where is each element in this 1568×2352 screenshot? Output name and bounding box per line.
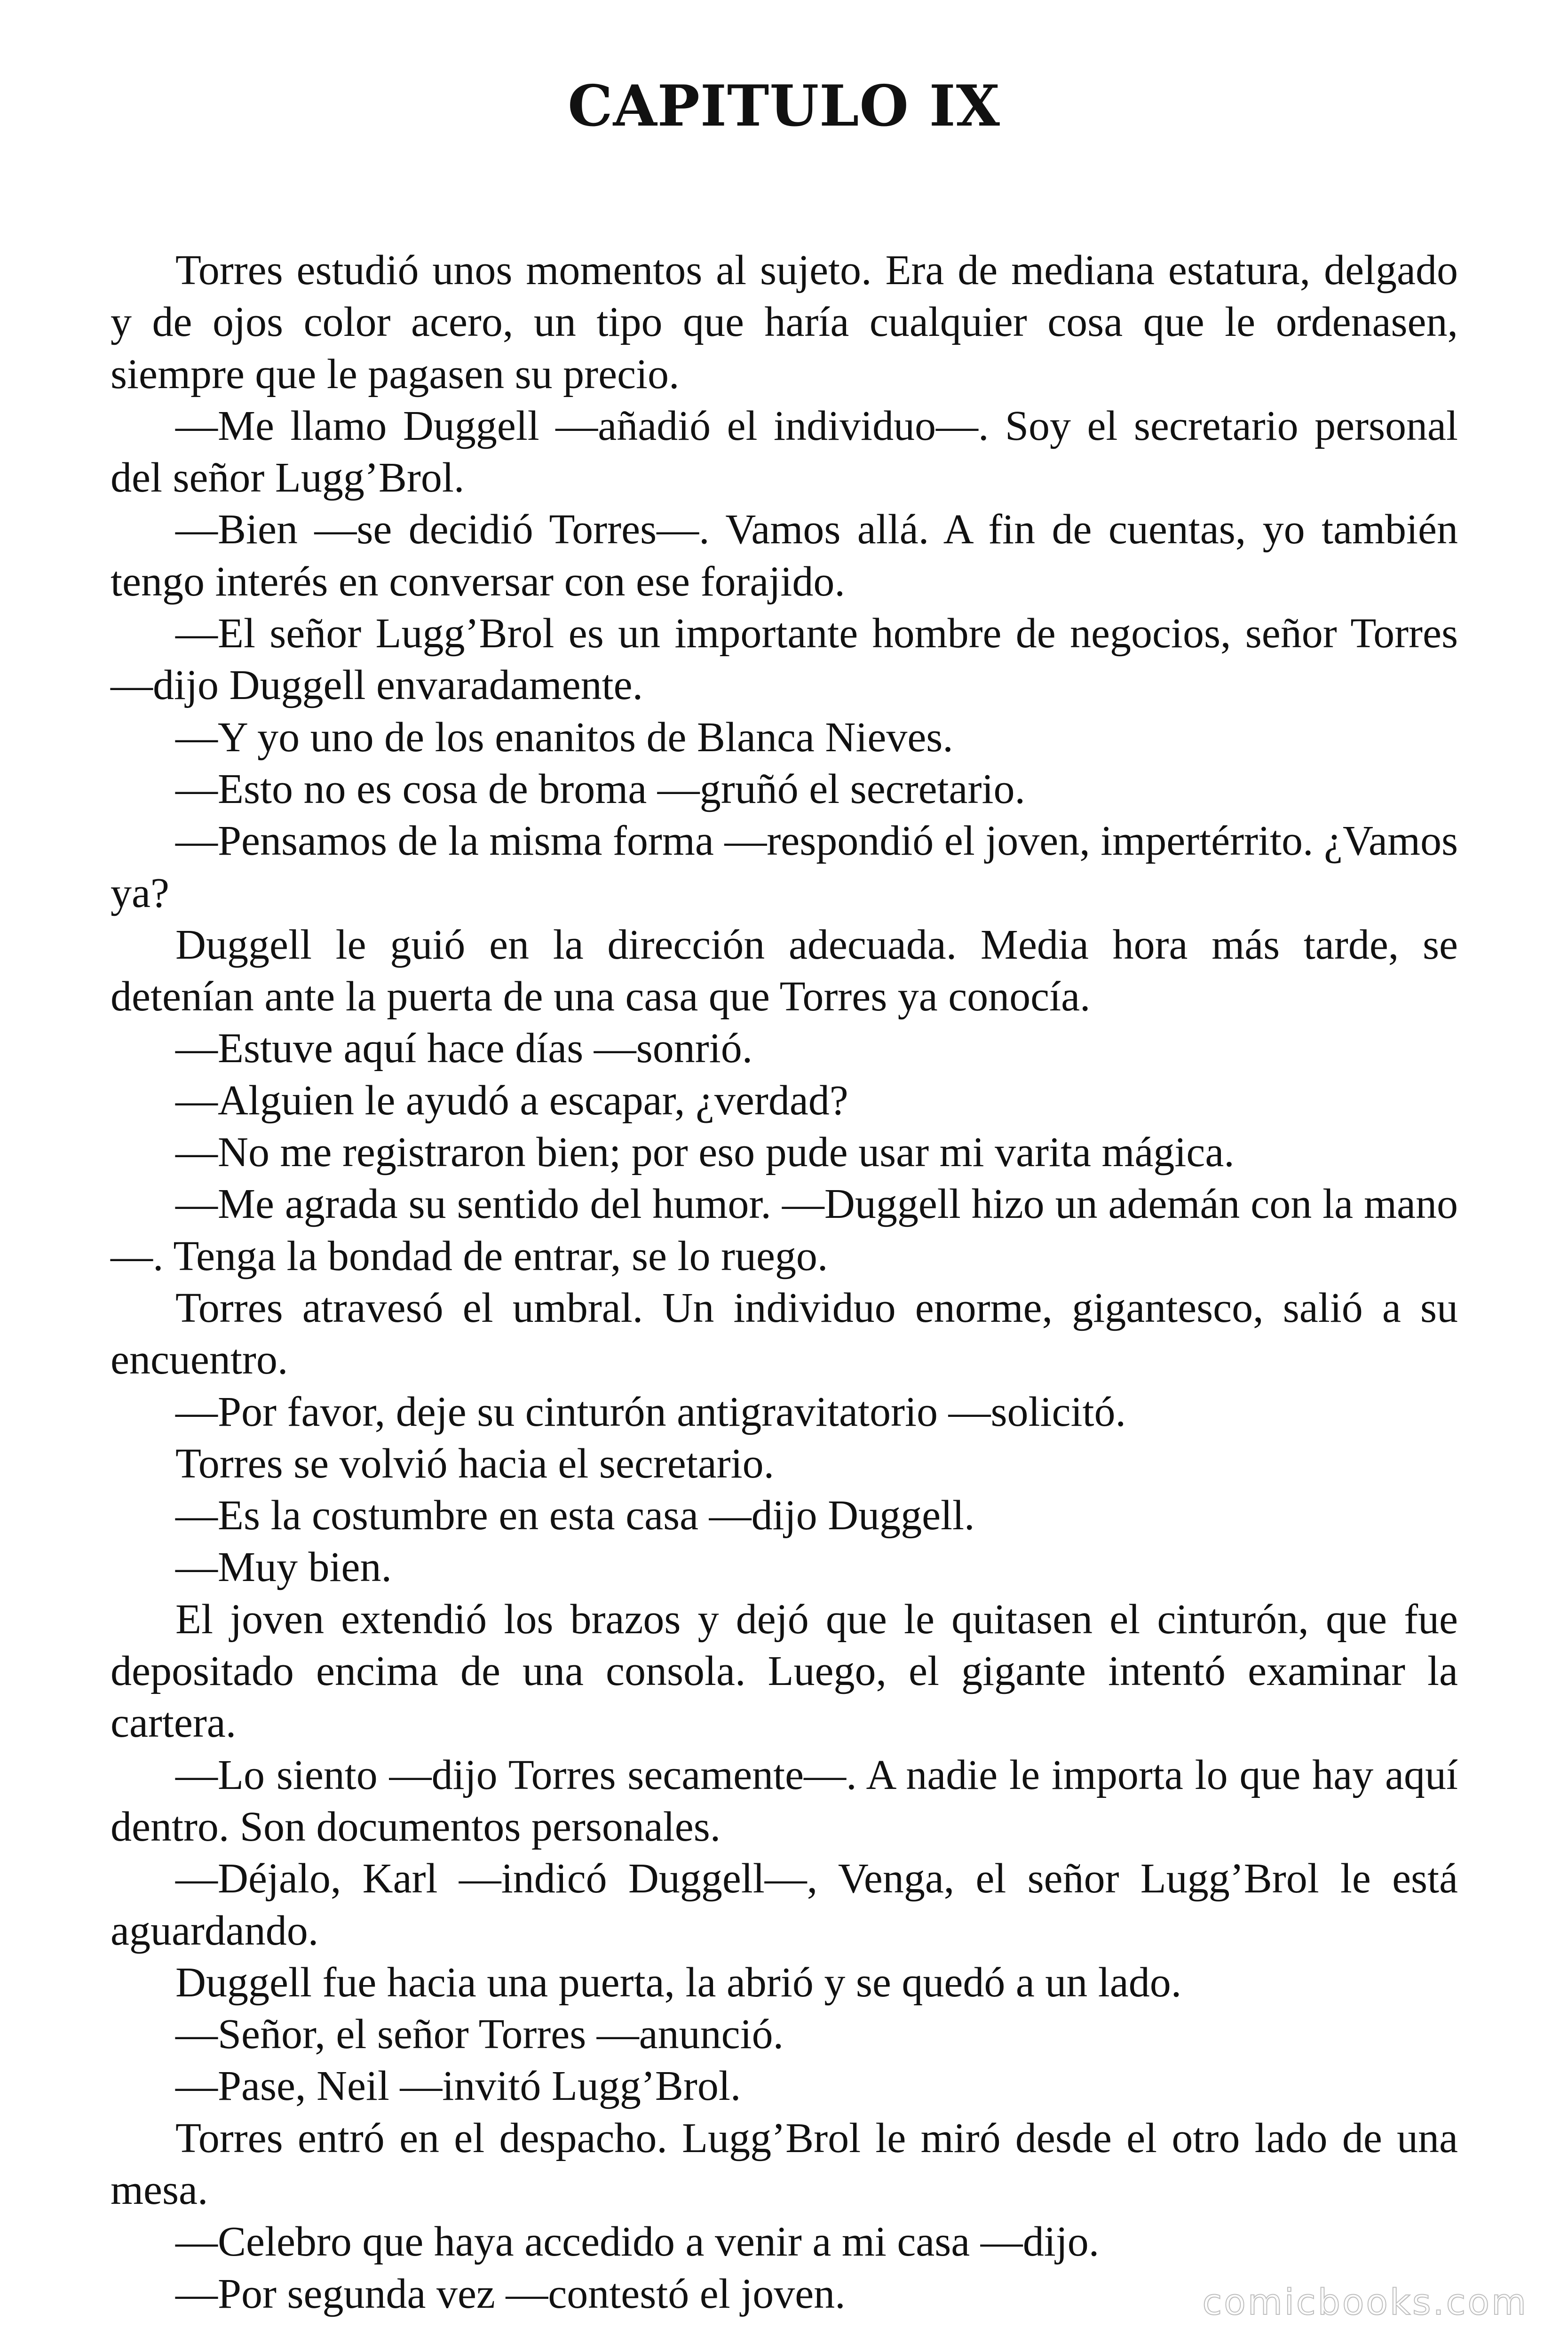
chapter-body bbox=[111, 245, 1458, 2320]
paragraph: —Lo siento —dijo Torres secamente—. A nadie le importa lo que hay aquí dentro. Son documentos personales. bbox=[111, 1751, 1458, 1850]
paragraph: —No me registraron bien; por eso pude usar mi varita mágica. bbox=[175, 1129, 1235, 1176]
paragraph: El joven extendió los brazos y dejó que le quitasen el cinturón, que fue depositado encima de una consola. Luego, el gigante intentó examinar la cartera. bbox=[111, 1596, 1458, 1747]
paragraph: —Estuve aquí hace días —sonrió. bbox=[175, 1025, 753, 1072]
paragraph: Torres se volvió hacia el secretario. bbox=[175, 1440, 775, 1487]
paragraph: Torres entró en el despacho. Lugg’Brol le miró desde el otro lado de una mesa. bbox=[111, 2114, 1458, 2213]
paragraph: —Por favor, deje su cinturón antigravitatorio —solicitó. bbox=[175, 1388, 1126, 1435]
paragraph: —Señor, el señor Torres —anunció. bbox=[175, 2011, 784, 2058]
paragraph: —Muy bien. bbox=[175, 1544, 392, 1591]
paragraph: —Bien —se decidió Torres—. Vamos allá. A fin de cuentas, yo también tengo interés en conversar con ese forajido. bbox=[111, 506, 1458, 605]
paragraph: —Y yo uno de los enanitos de Blanca Nieves. bbox=[175, 714, 953, 761]
paragraph: —Me llamo Duggell —añadió el individuo—. Soy el secretario personal del señor Lugg’Brol. bbox=[111, 402, 1458, 501]
paragraph: —Me agrada su sentido del humor. —Duggell hizo un ademán con la mano—. Tenga la bondad de entrar, se lo ruego. bbox=[111, 1181, 1458, 1279]
paragraph: Torres atravesó el umbral. Un individuo enorme, gigantesco, salió a su encuentro. bbox=[111, 1284, 1458, 1383]
paragraph: Duggell le guió en la dirección adecuada. Media hora más tarde, se detenían ante la puerta de una casa que Torres ya conocía. bbox=[111, 921, 1458, 1020]
paragraph: —Celebro que haya accedido a venir a mi casa —dijo. bbox=[175, 2218, 1100, 2265]
paragraph: —Esto no es cosa de broma —gruñó el secretario. bbox=[175, 765, 1025, 812]
paragraph: —Alguien le ayudó a escapar, ¿verdad? bbox=[175, 1077, 848, 1124]
paragraph: —Déjalo, Karl —indicó Duggell—, Venga, el señor Lugg’Brol le está aguardando. bbox=[111, 1855, 1458, 1954]
chapter-title: CAPITULO IX bbox=[568, 73, 1000, 139]
paragraph: Duggell fue hacia una puerta, la abrió y se quedó a un lado. bbox=[175, 1959, 1182, 2006]
watermark: comicbooks.com bbox=[1202, 2281, 1528, 2323]
paragraph: —Pensamos de la misma forma —respondió el joven, impertérrito. ¿Vamos ya? bbox=[111, 818, 1458, 916]
paragraph: —Por segunda vez —contestó el joven. bbox=[175, 2270, 846, 2317]
paragraph: Torres estudió unos momentos al sujeto. Era de mediana estatura, delgado y de ojos color acero, un tipo que haría cualquier cosa que le ordenasen, siempre que le pagasen su precio. bbox=[111, 247, 1458, 397]
paragraph: —El señor Lugg’Brol es un importante hombre de negocios, señor Torres —dijo Duggell envaradamente. bbox=[111, 610, 1458, 709]
paragraph: —Es la costumbre en esta casa —dijo Duggell. bbox=[175, 1492, 975, 1539]
paragraph: —Pase, Neil —invitó Lugg’Brol. bbox=[175, 2063, 741, 2110]
